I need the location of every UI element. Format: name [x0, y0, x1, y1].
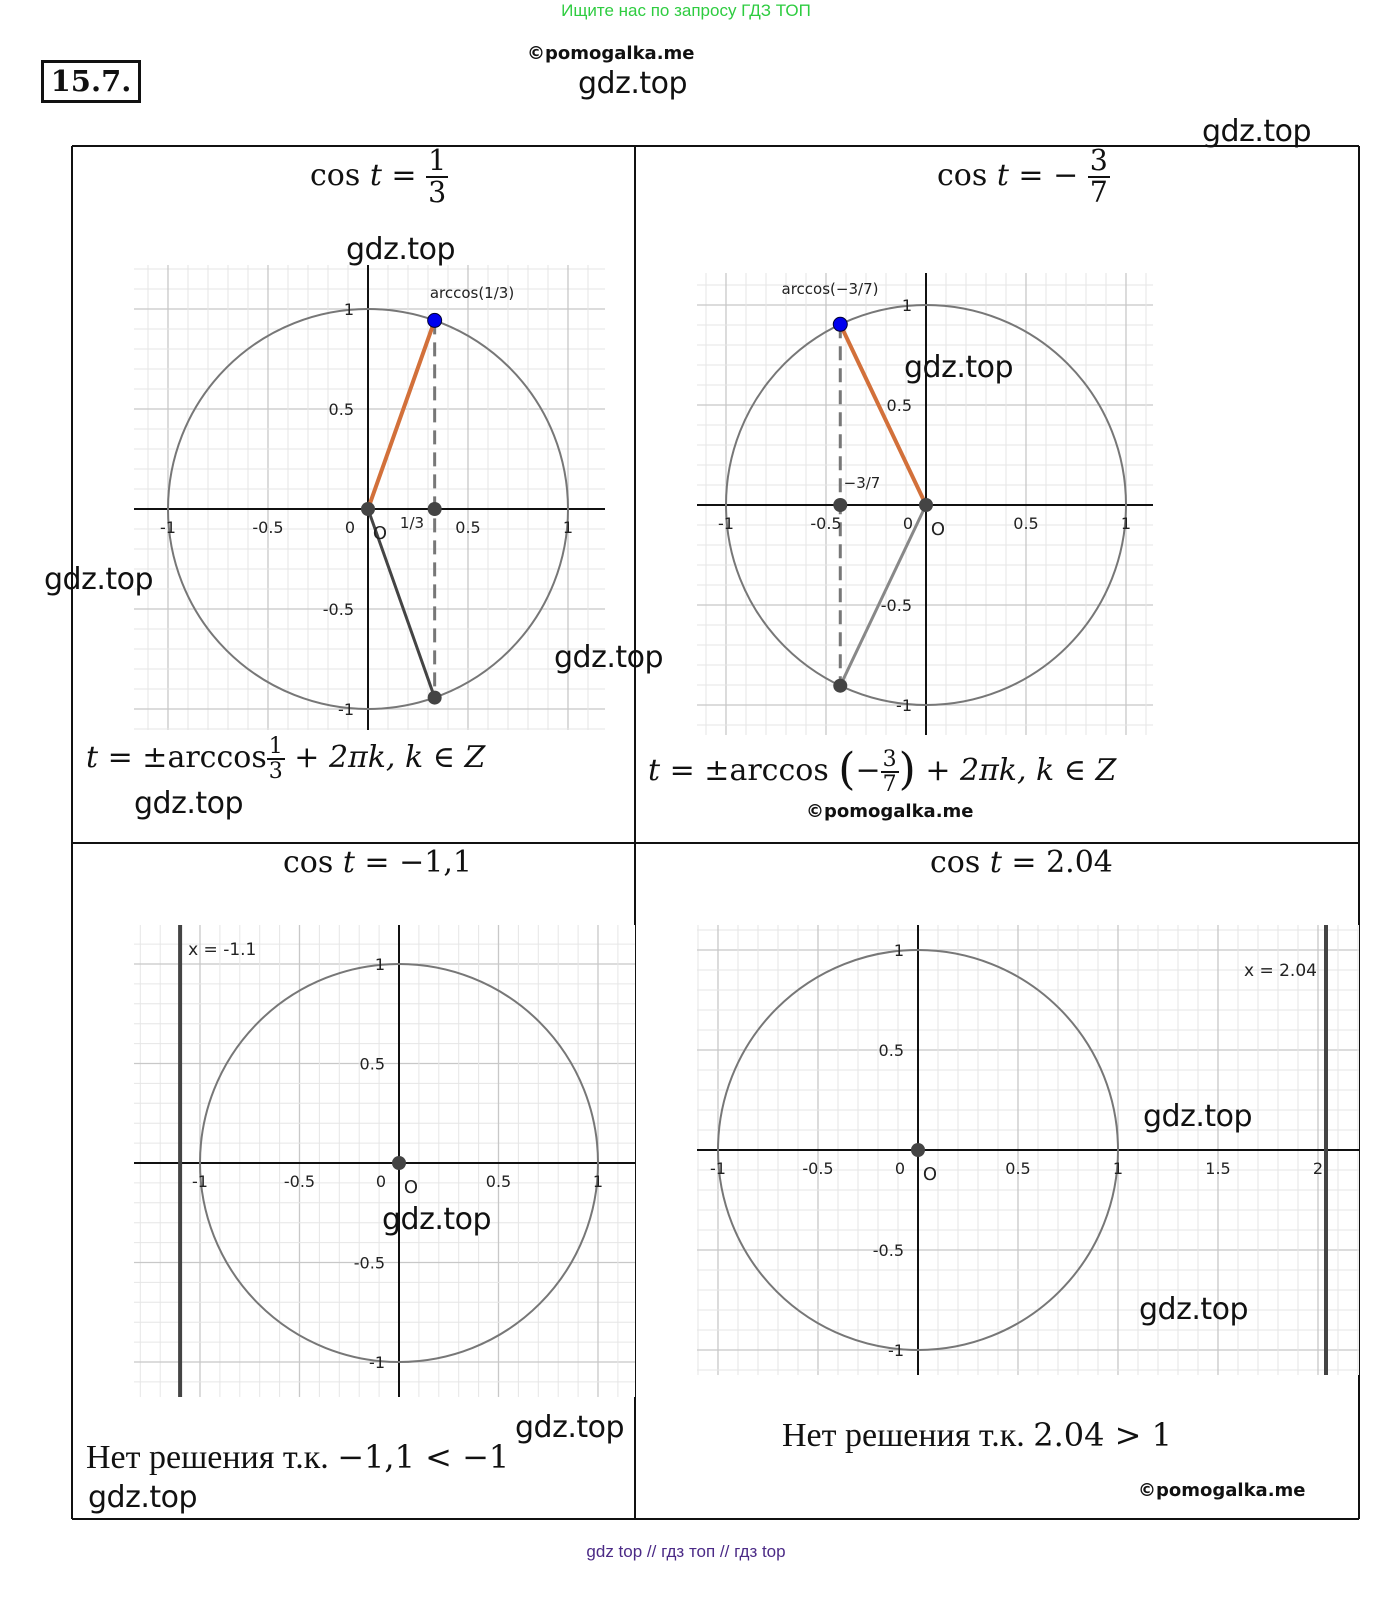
fraction: [881, 748, 899, 796]
note-math: 2.04 > 1: [1033, 1416, 1172, 1454]
y-tick-label: -0.5: [353, 1253, 385, 1273]
fraction: [267, 735, 285, 783]
panel4-title: [930, 845, 1113, 880]
minus-sign: −: [855, 753, 881, 788]
watermark: gdz.top: [904, 350, 1014, 385]
denominator: 3: [268, 759, 283, 785]
origin-label: O: [372, 523, 388, 544]
minus-sign: −: [1053, 157, 1079, 193]
cos-label: cos: [283, 845, 334, 880]
denominator: 7: [1089, 175, 1108, 209]
x-tick-label: 0.5: [485, 1172, 512, 1191]
x-tick-label: -0.5: [802, 1159, 834, 1178]
watermark: gdz.top: [44, 562, 154, 597]
arccos-point-label: arccos(1/3): [429, 284, 515, 302]
watermark: gdz.top: [382, 1202, 492, 1237]
axis-value-label: −3/7: [843, 474, 881, 492]
copyright-watermark: ©pomogalka.me: [806, 801, 974, 822]
panel1-title: [310, 146, 448, 208]
x-tick-label: 1: [1112, 1159, 1124, 1178]
arccos-label: arccos: [167, 740, 267, 776]
y-tick-label: -0.5: [880, 596, 912, 615]
axis-point: [833, 498, 847, 512]
numerator: 1: [428, 144, 447, 177]
equals: =: [669, 753, 695, 788]
watermark: gdz.top: [554, 640, 664, 675]
x-tick-label: 1.5: [1205, 1159, 1231, 1178]
y-tick-label: 0.5: [359, 1054, 385, 1074]
x-tick-label: -1: [160, 518, 176, 537]
copyright-watermark: ©pomogalka.me: [527, 43, 695, 64]
equals: =: [1018, 157, 1044, 193]
origin-label: O: [403, 1177, 419, 1198]
y-tick-label: -0.5: [872, 1241, 904, 1260]
y-tick-label: -1: [338, 700, 354, 719]
y-tick-label: -1: [888, 1341, 904, 1360]
x-tick-label: 1: [592, 1172, 604, 1191]
panel3-title: [283, 845, 472, 880]
var-t: t: [369, 157, 382, 193]
lower-point: [833, 679, 847, 693]
x-tick-label: 0.5: [455, 518, 481, 537]
x-tick-label: -0.5: [283, 1172, 316, 1191]
x-tick-label: 0.5: [1013, 514, 1039, 533]
cos-label: cos: [310, 157, 361, 193]
panel2-title: [937, 146, 1110, 208]
copyright-watermark: ©pomogalka.me: [1138, 1480, 1306, 1501]
x-tick-label: 0: [375, 1172, 387, 1191]
var-t: t: [342, 845, 355, 880]
note-text: Нет решения т.к.: [782, 1417, 1025, 1454]
title-rest: = 2.04: [1011, 845, 1113, 880]
arccos-point-label: arccos(−3/7): [781, 280, 879, 298]
var-t: t: [648, 753, 661, 788]
watermark: gdz.top: [346, 232, 456, 267]
origin-point: [392, 1156, 406, 1170]
watermark: gdz.top: [1139, 1292, 1249, 1327]
origin-point: [911, 1143, 925, 1157]
line-label: x = -1.1: [188, 940, 257, 960]
origin-point: [919, 498, 933, 512]
y-tick-label: 1: [343, 300, 354, 319]
x-tick-label: -0.5: [810, 514, 842, 533]
promo-banner[interactable]: Ищите нас по запросу ГДЗ ТОП: [561, 1, 811, 20]
x-tick-label: 0: [894, 1159, 906, 1178]
fraction: [1088, 146, 1110, 208]
x-tick-label: 2: [1312, 1159, 1324, 1178]
watermark: gdz.top: [1202, 114, 1312, 149]
cos-label: cos: [930, 845, 981, 880]
plus-minus: ±: [142, 740, 168, 776]
y-tick-label: 1: [374, 955, 385, 974]
arccos-label: arccos: [729, 753, 829, 788]
note-text: Нет решения т.к.: [86, 1439, 329, 1476]
graph-background: [134, 265, 605, 730]
watermark: gdz.top: [1143, 1099, 1253, 1134]
answer-tail: + 2πk, k ∈ Z: [925, 753, 1117, 788]
var-t: t: [989, 845, 1002, 880]
denominator: 3: [428, 175, 447, 209]
var-t: t: [86, 740, 99, 776]
y-tick-label: 0.5: [328, 400, 354, 419]
graph-panel-4: [697, 925, 1359, 1375]
arccos-point: [833, 317, 847, 331]
var-t: t: [996, 157, 1009, 193]
graph-panel-3: [134, 925, 635, 1397]
watermark: gdz.top: [134, 786, 244, 821]
watermark: gdz.top: [88, 1480, 198, 1515]
origin-label: O: [930, 519, 946, 540]
note-math: −1,1 < −1: [337, 1438, 510, 1476]
y-tick-label: 0.5: [878, 1041, 904, 1060]
y-tick-label: 1: [901, 296, 912, 315]
x-tick-label: 0: [902, 514, 914, 533]
axis-point: [428, 502, 442, 516]
equals: =: [391, 157, 417, 193]
y-tick-label: -1: [896, 696, 912, 715]
line-label: x = 2.04: [1244, 961, 1317, 981]
x-tick-label: -0.5: [252, 518, 284, 537]
graph-panel-1: [134, 265, 605, 730]
graph-panel-2: [697, 273, 1153, 735]
x-tick-label: -1: [710, 1159, 726, 1178]
x-tick-label: 0: [344, 518, 356, 537]
x-tick-label: 1: [1120, 514, 1132, 533]
equals: =: [107, 740, 133, 776]
denominator: 7: [882, 772, 897, 797]
problem-number: 15.7.: [41, 60, 141, 103]
panel2-answer: t = ±arccos (− $\frac{3}{7}$ ) + 2πk, k ∈ Z: [648, 744, 1117, 797]
lower-point: [428, 691, 442, 705]
y-tick-label: -0.5: [322, 600, 354, 619]
answer-tail: + 2πk, k ∈ Z: [294, 740, 486, 776]
numerator: 1: [268, 734, 283, 759]
numerator: 3: [882, 746, 897, 772]
arccos-point: [428, 313, 442, 327]
x-tick-label: 0.5: [1005, 1159, 1031, 1178]
panel1-answer: [86, 735, 485, 783]
footer-links[interactable]: gdz top // гдз топ // гдз top: [586, 1542, 786, 1561]
plus-minus: ±: [704, 753, 730, 788]
cos-label: cos: [937, 157, 988, 193]
watermark: gdz.top: [515, 1410, 625, 1445]
x-tick-label: -1: [192, 1172, 208, 1191]
fraction: [426, 146, 448, 208]
origin-label: O: [922, 1164, 938, 1185]
axis-value-label: 1/3: [399, 514, 425, 532]
origin-point: [361, 502, 375, 516]
x-tick-label: 1: [562, 518, 574, 537]
x-tick-label: -1: [718, 514, 734, 533]
numerator: 3: [1089, 144, 1108, 177]
graph-background: [134, 925, 635, 1397]
y-tick-label: 0.5: [886, 396, 912, 415]
panel3-note: [86, 1438, 509, 1477]
panel4-note: [782, 1416, 1172, 1455]
y-tick-label: -1: [369, 1353, 385, 1372]
watermark: gdz.top: [578, 66, 688, 101]
title-rest: = −1,1: [364, 845, 472, 880]
y-tick-label: 1: [893, 941, 904, 960]
